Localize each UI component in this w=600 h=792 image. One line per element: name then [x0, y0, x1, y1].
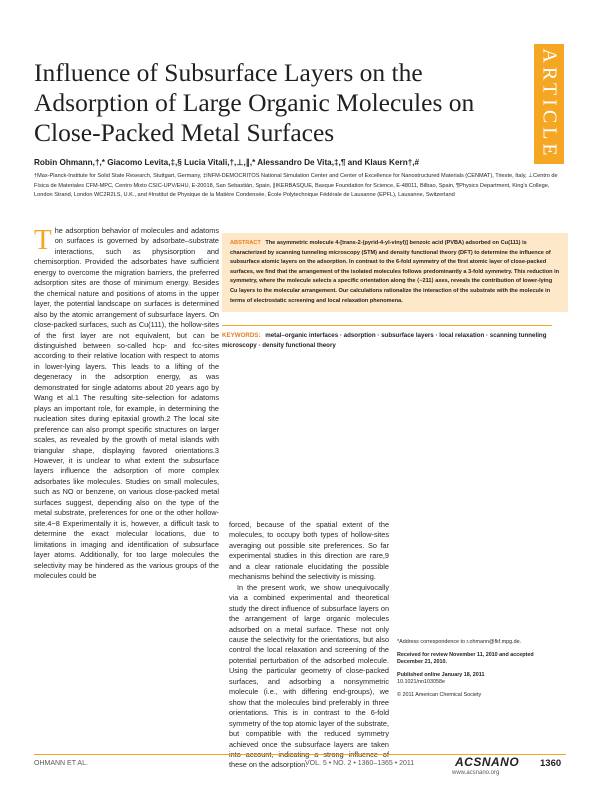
keywords-text: metal–organic interfaces · adsorption · subsurface layers · local relaxation · scanning tunneling microscopy · density functional theory: [222, 332, 547, 349]
abstract-label: ABSTRACT: [230, 240, 261, 246]
copyright: © 2011 American Chemical Society: [397, 691, 482, 698]
article-side-tab: [534, 44, 564, 164]
keywords-label: KEYWORDS:: [222, 332, 261, 339]
footer-volume: VOL. 5 • NO. 2 • 1360–1365 • 2011: [305, 760, 415, 767]
correspondence-note: *Address correspondence to r.ohmann@fkf.mpg.de.: [397, 639, 522, 645]
author-list: Robin Ohmann,†,* Giacomo Levita,‡,§ Lucia Vitali,†,⊥,∥,* Alessandro De Vita,‡,¶ and Klaus Kern†,#: [34, 158, 420, 167]
body-column-2: [229, 520, 389, 771]
journal-logo: ACSNANO: [455, 755, 520, 769]
abstract-text: The asymmetric molecule 4-[trans-2-(pyrid-4-yl-vinyl)] benzoic acid (PVBA) adsorbed on Cu(111) is characterized by scanning tunneling microscopy (STM) and density functional theory (DFT) to determine the influence of subsurface atomic layers on the adsorption. In contrast to the 6-fold symmetry of the first atomic layer of close-packed surfaces, we find that the arrangement of the isolated molecules follows predominantly a 3-fold symmetry. This reduction in symmetry, where the molecule selects a specific orientation along the ⟨−211⟩ axes, reveals the contribution of lower-lying Cu layers to the molecular arrangement. Our calculations rationalize the interaction of the substrate with the molecule in terms of electrostatic screening and local relaxation phenomena.: [230, 240, 560, 304]
footer-author: OHMANN ET AL.: [34, 760, 88, 767]
affiliations: †Max-Planck-Institute for Solid State Research, Stuttgart, Germany, ‡INFM-DEMOCRITOS National Simulation Center and Center of Excellence for Nanostructured Materials (CENMAT), Trieste, Italy, ⊥Centro de Física de Materiales CFM-MPC, Centro Mixto CSIC-UPV/EHU, E-20018, San Sebastián, Spain, ∥IKERBASQUE, Basque Foundation for Science, E-48011, Bilbao, Spain, ¶Physics Department, King's College, London Strand, London WC2R2LS, U.K., and #Institut de Physique de la Matière Condensée, École Polytechnique Fédérale de Lausanne (EPFL), Lausanne, Switzerland: [34, 173, 558, 198]
doi: 10.1021/nn103058e: [397, 679, 445, 685]
body-column-1: [34, 226, 219, 581]
body-paragraph-2: forced, because of the spatial extent of the molecules, to occupy both types of hollow-sites averaging out possible site preferences. So far experimental studies in this direction are rare,9 and a clear rationale elucidating the possible mechanisms behind the selectivity is missing.: [229, 520, 389, 582]
keywords: [222, 325, 552, 350]
journal-website[interactable]: www.acsnano.org: [452, 770, 500, 776]
body-paragraph-1: he adsorption behavior of molecules and adatoms on surfaces is governed by adsorbate–substrate interactions, such as physisorption and chemisorption. Provided the adsorbates have sufficient energy to overcome the migration barriers, the preferred adsorption sites are those of minimum energy. Besides the chemical nature and positions of atoms in the upper layer, the potential landscape on surfaces is determined also by the atomic arrangement of subsurface layers. On close-packed surfaces, such as Cu(111), the hollow-sites of the first layer are not equivalent, but can be distinguished between so-called hcp- and fcc-sites according to their relative location with respect to atoms in lower-lying layers. This leads to a lifting of the degeneracy in the adsorption energy, as was demonstrated for single adatoms about 20 years ago by Wang et al.1 The resulting site-selection for adatoms plays an important role, for example, in determining the nucleation sites during epitaxial growth.2 The local site preference can also prompt specific structures on larger scales, as revealed by the growth of metal islands with triangular shape, displaying favored orientations.3 However, it is unclear to what extent the subsurface layers influence the adsorption of more complex adsorbates like molecules. Studies on small molecules, such as NO or benzene, on various close-packed metal surfaces suggest, depending also on the type of the metal substrate, preferences for one or the other hollow-site.4−8 Experimentally it is, however, a difficult task to determine the exact molecular locations, due to limitations in imaging and identification of subsurface layer atoms. Additionally, for too large molecules the selectivity may be hindered as the various groups of the molecules could be: [34, 226, 219, 580]
article-label: ARTICLE: [538, 48, 561, 160]
abstract-box: [222, 233, 568, 312]
article-sidenotes: [397, 639, 547, 704]
page-number: 1360: [540, 758, 562, 769]
received-date: Received for review November 11, 2010 and accepted December 21, 2010.: [397, 651, 534, 665]
article-title: Influence of Subsurface Layers on the Adsorption of Large Organic Molecules on Close-Packed Metal Surfaces: [34, 58, 475, 147]
body-paragraph-3: In the present work, we show unequivocally via a combined experimental and theoretical study the direct influence of subsurface layers on the arrangement of large organic molecules adsorbed on a metal surface. These not only cause the selectivity for the orientations, but also control the local relaxation and screening of the potential perturbation of the adsorbed molecule. Using the particular geometry of close-packed surfaces, and adsorbing a nonsymmetric molecule (i.e., with differing end-groups), we show that the molecules bind preferably in three orientations. This is in contrast to the 6-fold symmetry of the top atomic layer of the substrate, but compatible with the reduced symmetry achieved once the subsurface layers are taken into account, indicating a strong influence of these on the adsorption.: [229, 582, 389, 770]
published-date: Published online January 18, 2011: [397, 671, 485, 678]
drop-cap: T: [34, 224, 52, 256]
